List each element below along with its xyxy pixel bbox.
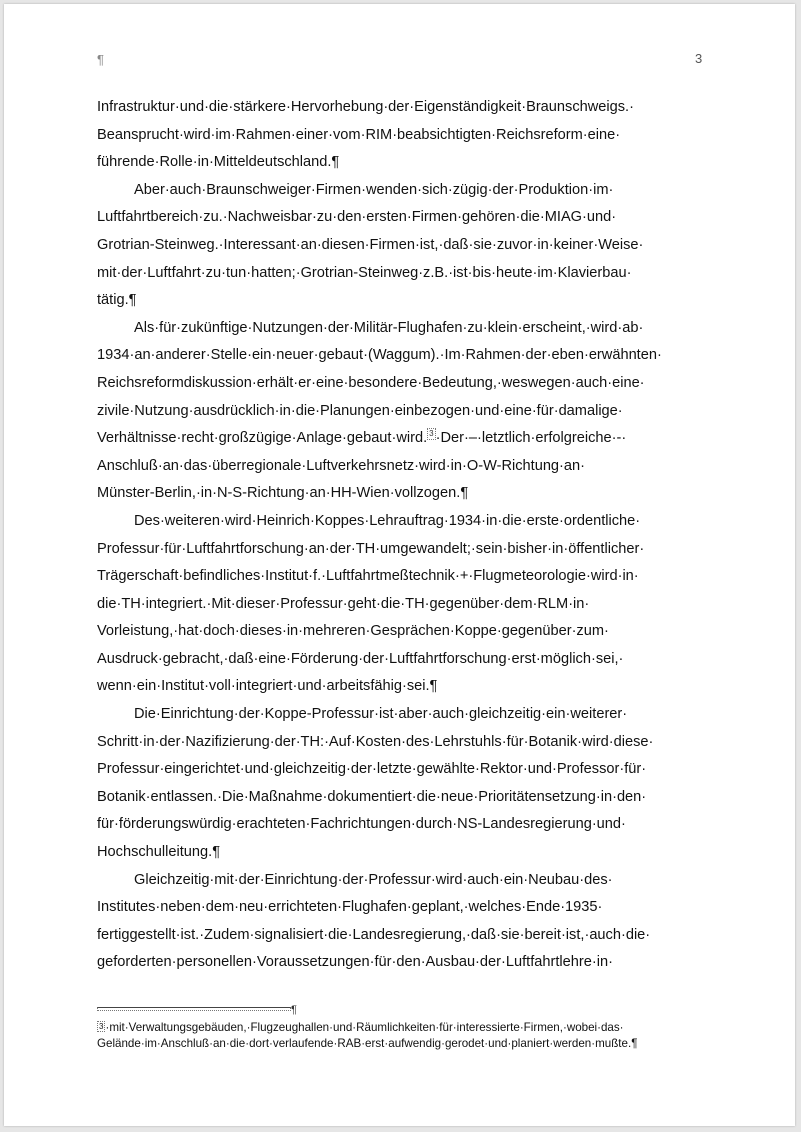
text-line: Münster-Berlin,·in·N-S-Richtung·an·HH-Wien·vollzogen.¶ [97, 485, 469, 502]
text-line: Beansprucht·wird·im·Rahmen·einer·vom·RIM·beabsichtigten·Reichsreform·eine· [97, 126, 621, 143]
text-line: Des·weiteren·wird·Heinrich·Koppes·Lehrauftrag·1934·in·die·erste·ordentliche· [134, 512, 641, 529]
text-line: Botanik·entlassen.·Die·Maßnahme·dokumentiert·die·neue·Prioritätensetzung·in·den· [97, 788, 647, 805]
footnote-text: ·mit·Verwaltungsgebäuden,·Flugzeughallen·und·Räumlichkeiten·für·interessierte·Firmen,·wobei·das· [105, 1021, 624, 1034]
text-line: tätig.¶ [97, 292, 137, 309]
header-paragraph-mark: ¶ [97, 52, 104, 67]
footnote-line: Gelände·im·Anschluß·an·die·dort·verlaufende·RAB·erst·aufwendig·gerodet·und·planiert·werden·mußte.¶ [97, 1037, 638, 1050]
text-line: Aber·auch·Braunschweiger·Firmen·wenden·sich·zügig·der·Produktion·im· [134, 181, 614, 198]
text-line: für·förderungswürdig·erachteten·Fachrichtungen·durch·NS-Landesregierung·und· [97, 816, 626, 833]
text-line: Schritt·in·der·Nazifizierung·der·TH:·Auf·Kosten·des·Lehrstuhls·für·Botanik·wird·diese· [97, 733, 654, 750]
text-line: Als·für·zukünftige·Nutzungen·der·Militär-Flughafen·zu·klein·erscheint,·wird·ab· [134, 319, 644, 336]
text-line: Vorleistung,·hat·doch·dieses·in·mehreren·Gesprächen·Koppe·gegenüber·zum· [97, 623, 609, 640]
text-line: Reichsreformdiskussion·erhält·er·eine·besondere·Bedeutung,·weswegen·auch·eine· [97, 374, 645, 391]
text-line: mit·der·Luftfahrt·zu·tun·hatten;·Grotrian-Steinweg·z.B.·ist·bis·heute·im·Klavierbau· [97, 264, 632, 281]
text-line: zivile·Nutzung·ausdrücklich·in·die·Planungen·einbezogen·und·eine·für·damalige· [97, 402, 623, 419]
text-segment: ·Der·–·letztlich·erfolgreiche·-· [435, 430, 627, 447]
text-line: führende·Rolle·in·Mitteldeutschland.¶ [97, 154, 340, 171]
text-line: fertiggestellt·ist.·Zudem·signalisiert·die·Landesregierung,·daß·sie·bereit·ist,·auch·die· [97, 926, 651, 943]
text-line: Professur·eingerichtet·und·gleichzeitig·der·letzte·gewählte·Rektor·und·Professor·für· [97, 761, 647, 778]
text-line: Trägerschaft·befindliches·Institut·f.·Luftfahrtmeßtechnik·+·Flugmeteorologie·wird·in· [97, 568, 639, 585]
text-line: Gleichzeitig·mit·der·Einrichtung·der·Professur·wird·auch·ein·Neubau·des· [134, 871, 613, 888]
text-line: Die·Einrichtung·der·Koppe-Professur·ist·aber·auch·gleichzeitig·ein·weiterer· [134, 706, 628, 723]
text-segment: Verhältnisse·recht·großzügige·Anlage·gebaut·wird. [97, 430, 428, 447]
text-line: Institutes·neben·dem·neu·errichteten·Flughafen·geplant,·welches·Ende·1935· [97, 899, 603, 916]
text-line: 1934·an·anderer·Stelle·ein·neuer·gebaut·(Waggum).·Im·Rahmen·der·eben·erwähnten· [97, 347, 662, 364]
page-number: 3 [695, 51, 703, 66]
text-line: Infrastruktur·und·die·stärkere·Hervorhebung·der·Eigenständigkeit·Braunschweigs.· [97, 99, 634, 115]
text-line: Anschluß·an·das·überregionale·Luftverkehrsnetz·wird·in·O-W-Richtung·an· [97, 457, 585, 474]
text-line: wenn·ein·Institut·voll·integriert·und·arbeitsfähig·sei.¶ [97, 678, 438, 695]
footnote-number: 3 [99, 1022, 104, 1031]
footnote-reference[interactable]: 3 [429, 429, 434, 439]
body-text[interactable] [97, 94, 717, 977]
text-line: Ausdruck·gebracht,·daß·eine·Förderung·der·Luftfahrtforschung·erst·möglich·sei,· [97, 650, 624, 667]
text-line-with-footnote [97, 425, 717, 453]
footnote[interactable] [97, 1020, 722, 1052]
footnote-line [97, 1020, 722, 1036]
document-page [4, 4, 795, 1126]
text-line: Luftfahrtbereich·zu.·Nachweisbar·zu·den·ersten·Firmen·gehören·die·MIAG·und· [97, 209, 617, 226]
text-line: Hochschulleitung.¶ [97, 844, 221, 861]
text-line: geforderten·personellen·Voraussetzungen·für·den·Ausbau·der·Luftfahrtlehre·in· [97, 954, 613, 971]
text-line: Grotrian-Steinweg.·Interessant·an·diesen·Firmen·ist,·daß·sie·zuvor·in·keiner·Weise· [97, 236, 644, 253]
footnote-separator [97, 1007, 291, 1011]
footnote-separator-mark: ¶ [291, 1004, 297, 1016]
text-line: Professur·für·Luftfahrtforschung·an·der·TH·umgewandelt;·sein·bisher·in·öffentlicher· [97, 540, 645, 557]
text-line: die·TH·integriert.·Mit·dieser·Professur·geht·die·TH·gegenüber·dem·RLM·in· [97, 595, 590, 612]
